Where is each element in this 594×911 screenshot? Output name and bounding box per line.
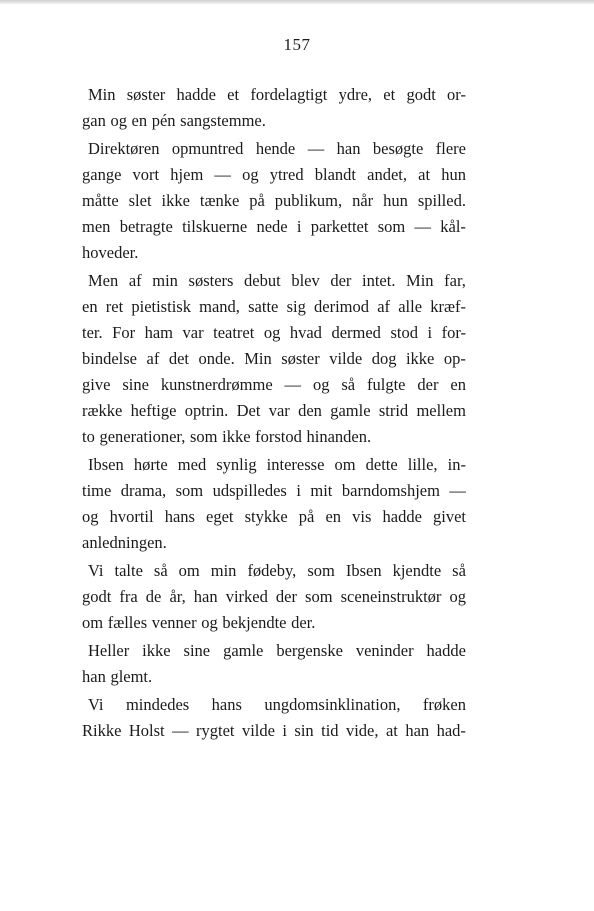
word: derimod [314, 297, 370, 316]
word: der. [291, 613, 316, 632]
word: onde. [198, 349, 235, 368]
word: kunstnerdrømme [160, 375, 273, 394]
word: bekjendte [222, 613, 287, 632]
word: hadde [176, 85, 216, 104]
word: Det [236, 401, 261, 420]
word: søster [281, 349, 320, 368]
word: som [175, 481, 204, 500]
word: række [82, 401, 123, 420]
word: Min [406, 271, 434, 290]
word: ytred [269, 165, 304, 184]
word: og [312, 375, 330, 394]
word: pietistisk [131, 297, 191, 316]
word: at [418, 165, 431, 184]
word: synlig [216, 455, 257, 474]
word: debut [244, 271, 281, 290]
text-line [82, 82, 466, 108]
word: vilde [241, 721, 275, 740]
text-line [82, 214, 466, 240]
word: fulgte [367, 375, 406, 394]
word: betragte [119, 217, 173, 236]
word: heftige [130, 401, 177, 420]
word: in- [447, 455, 466, 474]
text-line [82, 530, 466, 556]
word: søster [126, 85, 166, 104]
word: Men [88, 271, 119, 290]
word: — [172, 721, 189, 740]
word: vis [352, 507, 372, 526]
word: så [452, 561, 466, 580]
word: dermed [331, 323, 381, 342]
word: i [427, 323, 433, 342]
word: hans [164, 507, 195, 526]
word: som [305, 587, 333, 606]
word: et [383, 85, 396, 104]
word: nede [256, 217, 288, 236]
word: og [201, 613, 218, 632]
word: Direktøren [88, 139, 160, 158]
word: i [296, 481, 301, 500]
word: Min [88, 85, 116, 104]
word: sangstemme. [180, 111, 266, 130]
word: der [330, 271, 352, 290]
word: kræf- [430, 297, 466, 316]
word: en [82, 297, 98, 316]
word: om [82, 613, 104, 632]
word: så [341, 375, 356, 394]
word: lille, [407, 455, 438, 474]
word: hun [383, 191, 408, 210]
word: en [325, 507, 342, 526]
word: mellem [416, 401, 466, 420]
text-line [82, 452, 466, 478]
word: som [377, 217, 406, 236]
word: den [298, 401, 322, 420]
text-line [82, 372, 466, 398]
word: af [377, 297, 391, 316]
word: om [178, 561, 200, 580]
word: stod [390, 323, 418, 342]
word: Ibsen [88, 455, 124, 474]
word: bindelse [82, 349, 137, 368]
text-line [82, 398, 466, 424]
word: give [82, 375, 111, 394]
word: venner [151, 613, 197, 632]
word: pén [151, 111, 176, 130]
page-number: 157 [283, 35, 311, 54]
word: med [177, 455, 207, 474]
word: mit [310, 481, 333, 500]
word: af [146, 349, 160, 368]
word: Heller [88, 641, 130, 660]
word: sin [294, 721, 314, 740]
word: i [296, 217, 302, 236]
word: var [182, 323, 204, 342]
word: ikke [161, 191, 190, 210]
word: barndomshjem [341, 481, 440, 500]
word: anledningen. [82, 533, 167, 552]
word: at [385, 721, 398, 740]
word: had- [436, 721, 466, 740]
word: hørte [133, 455, 168, 474]
word: Holst [128, 721, 165, 740]
word: og [110, 111, 127, 130]
text-line [82, 664, 466, 690]
word: hjem [170, 165, 204, 184]
word: han [336, 139, 361, 158]
word: hvad [289, 323, 322, 342]
word: for- [441, 323, 466, 342]
word: talte [114, 561, 143, 580]
word: han [82, 667, 106, 686]
word: Vi [88, 695, 104, 714]
word: og [242, 165, 259, 184]
text-line [82, 320, 466, 346]
word: hadde [382, 507, 422, 526]
text-line [82, 346, 466, 372]
word: ret [105, 297, 124, 316]
text-line [82, 268, 466, 294]
word: kål- [440, 217, 466, 236]
word: sceneinstruktør [340, 587, 442, 606]
word: or- [447, 85, 466, 104]
text-line [82, 610, 466, 636]
word: Ibsen [345, 561, 382, 580]
text-line [82, 718, 466, 744]
word: givet [433, 507, 466, 526]
word: — [214, 165, 231, 184]
word: tid [321, 721, 339, 740]
word: drama, [120, 481, 167, 500]
word: flere [435, 139, 466, 158]
text-line [82, 162, 466, 188]
word: tilskuerne [182, 217, 248, 236]
word: eget [206, 507, 234, 526]
text-line [82, 136, 466, 162]
word: fra [119, 587, 138, 606]
text-line [82, 638, 466, 664]
text-line [82, 478, 466, 504]
word: frøken [422, 695, 466, 714]
word: veninder [355, 641, 414, 660]
word: op- [443, 349, 466, 368]
word: hende [255, 139, 296, 158]
word: fødeby, [247, 561, 297, 580]
word: sig [286, 297, 306, 316]
word: godt [82, 587, 112, 606]
word: hadde [426, 641, 466, 660]
word: generationer, [99, 427, 186, 446]
word: gamle [223, 641, 264, 660]
word: optrin. [184, 401, 229, 420]
word: slet [128, 191, 152, 210]
page-top-edge [0, 0, 594, 4]
word: han [193, 587, 218, 606]
word: det [168, 349, 189, 368]
word: ikke [142, 641, 171, 660]
word: dette [365, 455, 398, 474]
word: ungdomsinklination, [264, 695, 401, 714]
word: Min [244, 349, 272, 368]
word: opmuntred [171, 139, 244, 158]
word: hans [211, 695, 242, 714]
word: der [417, 375, 439, 394]
word: hvortil [109, 507, 154, 526]
word: fordelagtigt [250, 85, 328, 104]
word: ham [144, 323, 173, 342]
word: — [284, 375, 302, 394]
word: tænke [199, 191, 240, 210]
word: glemt. [110, 667, 153, 686]
word: For [112, 323, 136, 342]
text-line [82, 424, 466, 450]
word: besøgte [372, 139, 424, 158]
word: når [352, 191, 374, 210]
word: mindedes [125, 695, 190, 714]
word: gamle [330, 401, 371, 420]
text-line [82, 692, 466, 718]
word: men [82, 217, 111, 236]
word: og [82, 507, 99, 526]
word: og [449, 587, 466, 606]
word: blandt [314, 165, 356, 184]
word: sine [183, 641, 211, 660]
word: Vi [88, 561, 104, 580]
word: virked [225, 587, 268, 606]
word: vide, [345, 721, 379, 740]
word: strid [378, 401, 409, 420]
text-line [82, 188, 466, 214]
word: time [82, 481, 112, 500]
word: intet. [362, 271, 396, 290]
word: min [210, 561, 237, 580]
word: stykke [244, 507, 288, 526]
text-line [82, 558, 466, 584]
text-line [82, 584, 466, 610]
word: han [405, 721, 430, 740]
text-line [82, 108, 466, 134]
word: et [227, 85, 240, 104]
word: på [298, 507, 315, 526]
word: — [307, 139, 325, 158]
word: en [450, 375, 466, 394]
word: publikum, [274, 191, 343, 210]
body-text [82, 82, 466, 744]
word: hinanden. [306, 427, 372, 446]
word: ter. [82, 323, 103, 342]
text-line [82, 504, 466, 530]
word: — [414, 217, 431, 236]
word: var [268, 401, 290, 420]
word: de [145, 587, 162, 606]
word: gange [82, 165, 122, 184]
word: gan [82, 111, 106, 130]
word: af [128, 271, 142, 290]
word: spilled. [417, 191, 466, 210]
word: far, [444, 271, 466, 290]
word: ikke [222, 427, 251, 446]
word: dog [371, 349, 397, 368]
word: fælles [107, 613, 148, 632]
word: som [307, 561, 335, 580]
word: andet, [367, 165, 407, 184]
word: der [275, 587, 297, 606]
word: så [153, 561, 168, 580]
word: som [189, 427, 218, 446]
word: mand, [199, 297, 240, 316]
word: interesse [266, 455, 325, 474]
text-line [82, 294, 466, 320]
word: ydre, [338, 85, 373, 104]
word: min [152, 271, 178, 290]
word: forstod [255, 427, 302, 446]
word: parkettet [310, 217, 369, 236]
word: sine [122, 375, 149, 394]
word: en [131, 111, 148, 130]
word: — [449, 481, 466, 500]
word: år, [169, 587, 186, 606]
word: bergenske [276, 641, 343, 660]
word: blev [291, 271, 320, 290]
word: søsters [188, 271, 234, 290]
word: udspilledes [212, 481, 287, 500]
word: godt [406, 85, 436, 104]
word: rygtet [196, 721, 235, 740]
word: to [82, 427, 95, 446]
word: på [249, 191, 265, 210]
word: ikke [405, 349, 435, 368]
word: vilde [329, 349, 363, 368]
word: alle [398, 297, 423, 316]
word: hun [441, 165, 466, 184]
text-line [82, 240, 466, 266]
word: hoveder. [82, 243, 139, 262]
word: teatret [213, 323, 255, 342]
word: Rikke [82, 721, 122, 740]
word: måtte [82, 191, 119, 210]
word: og [263, 323, 281, 342]
word: om [334, 455, 356, 474]
word: kjendte [392, 561, 442, 580]
word: vort [132, 165, 160, 184]
word: satte [248, 297, 279, 316]
word: i [282, 721, 287, 740]
